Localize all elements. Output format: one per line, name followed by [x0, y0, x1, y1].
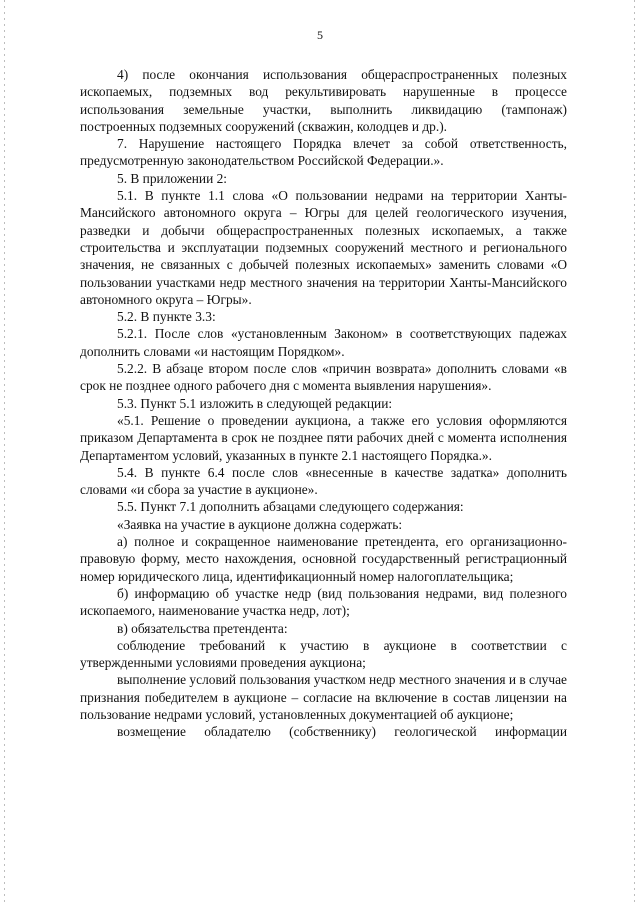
- paragraph-2: 7. Нарушение настоящего Порядка влечет за собой ответственность, предусмотренную законодательством Российской Федерации.».: [80, 136, 567, 169]
- paragraph-18: возмещение обладателю (собственнику) геологической информации: [117, 724, 567, 740]
- document-body: [80, 66, 567, 741]
- right-scan-edge: [634, 0, 635, 905]
- paragraph-14: б) информацию об участке недр (вид пользования недрами, вид полезного ископаемого, наименование участка недр, лот);: [80, 585, 567, 619]
- paragraph-4: 5.1. В пункте 1.1 слова «О пользовании недрами на территории Ханты-Мансийского автономного округа – Югры для целей геологического изучения, разведки и добычи общераспространенных полезных ископаемых, а также строительства и эксплуатации подземных сооружений местного и регионального значения, не связанных с добычей полезных ископаемых» заменить словами «О пользовании участками недр местного значения на территории Ханты-Мансийского автономного округа – Югры».: [80, 188, 567, 307]
- page-number: 5: [317, 28, 323, 42]
- paragraph-9: «5.1. Решение о проведении аукциона, а также его условия оформляются приказом Департамента в срок не позднее пяти рабочих дней с момента исполнения Департаментом условий, указанных в пункте 2.1 настоящего Порядка.».: [80, 412, 567, 463]
- paragraph-10: 5.4. В пункте 6.4 после слов «внесенные в качестве задатка» дополнить словами «и сбора за участие в аукционе».: [80, 464, 567, 498]
- paragraph-12: «Заявка на участие в аукционе должна содержать:: [117, 516, 403, 532]
- paragraph-13: а) полное и сокращенное наименование претендента, его организационно-правовую форму, место нахождения, основной государственный регистрационный номер юридического лица, идентификационный номер налогоплательщика;: [80, 534, 567, 584]
- paragraph-16: соблюдение требований к участию в аукционе в соответствии с утвержденными условиями проведения аукциона;: [80, 637, 567, 671]
- paragraph-5: 5.2. В пункте 3.3:: [117, 309, 216, 325]
- paragraph-6: 5.2.1. После слов «установленным Законом» в соответствующих падежах дополнить словами «и настоящим Порядком».: [80, 326, 567, 359]
- paragraph-11: 5.5. Пункт 7.1 дополнить абзацами следующего содержания:: [117, 499, 464, 515]
- paragraph-3: 5. В приложении 2:: [117, 170, 228, 186]
- paragraph-7: 5.2.2. В абзаце втором после слов «причин возврата» дополнить словами «в срок не позднее одного рабочего дня с момента выявления нарушения».: [80, 361, 567, 394]
- paragraph-1: 4) после окончания использования общераспространенных полезных ископаемых, подземных вод рекультивировать нарушенные в процессе использования земельные участки, выполнить ликвидацию (тампонаж) построенных подземных сооружений (скважин, колодцев и др.).: [80, 67, 567, 134]
- paragraph-8: 5.3. Пункт 5.1 изложить в следующей редакции:: [117, 395, 393, 411]
- paragraph-15: в) обязательства претендента:: [117, 620, 288, 636]
- left-scan-edge: [4, 0, 5, 905]
- paragraph-17: выполнение условий пользования участком недр местного значения и в случае признания победителем в аукционе – согласие на включение в состав лицензии на пользование недрами условий, установленных документацией об аукционе;: [80, 672, 567, 722]
